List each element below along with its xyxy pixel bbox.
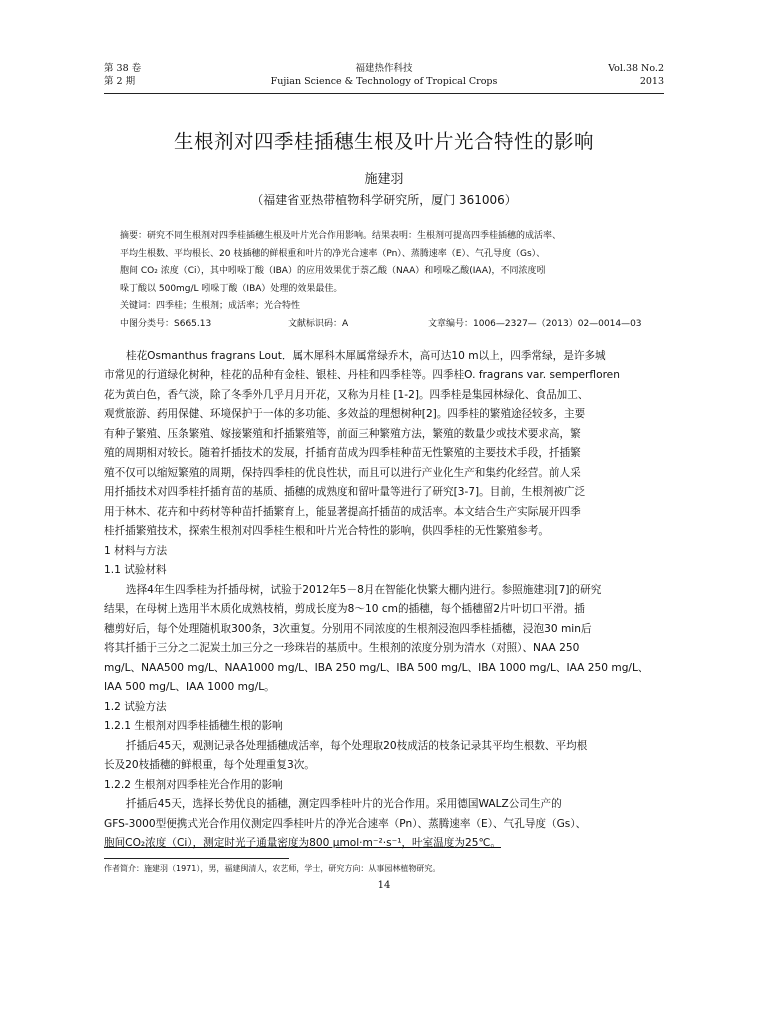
abstract-line: 摘要：研究不同生根剂对四季桂插穗生根及叶片光合作用影响。结果表明：生根剂可提高四季桂插穗的成活率、 [120,231,562,241]
classification-row [120,316,660,333]
abstract-line: 胞间 CO₂ 浓度（Ci），其中吲哚丁酸（IBA）的应用效果优于萘乙酸（NAA）和吲哚乙酸(IAA)，不同浓度吲 [120,266,546,276]
body-line: 殖的周期相对较长。随着扦插技术的发展，扦插育苗成为四季桂种苗无性繁殖的主要技术手段，扦插繁 [104,447,581,459]
journal-page [104,62,664,891]
journal-cn: 福建热作科技 [355,63,413,74]
body-line: 扦插后45天，选择长势优良的插穗，测定四季桂叶片的光合作用。采用德国WALZ公司生产的 [126,798,562,810]
body-line: 结果，在母树上选用半木质化成熟枝梢，剪成长度为8～10 cm的插穗，每个插穗留2片叶切口平滑。插 [104,603,585,615]
body-line: 有种子繁殖、压条繁殖、嫁接繁殖和扦插繁殖等，前面三种繁殖方法，繁殖的数量少或技术要求高，繁 [104,427,581,440]
body-line: 桂花Osmanthus fragrans Lout．属木犀科木犀属常绿乔木，高可达10 m以上，四季常绿，是许多城 [126,349,606,362]
body-line: 花为黄白色，香气淡，除了冬季外几乎月月开花，又称为月桂 [1-2]。四季桂是集园林绿化、食品加工、 [104,388,589,401]
keywords: 关键词：四季桂；生根剂；成活率；光合特性 [120,301,301,311]
journal-en: Fujian Science & Technology of Tropical Crops [270,76,498,87]
body-line: GFS-3000型便携式光合作用仪测定四季桂叶片的净光合速率（Pn）、蒸腾速率（E）、气孔导度（Gs）、 [104,817,587,830]
body-line: 选择4年生四季桂为扦插母树，试验于2012年5－8月在智能化快繁大棚内进行。参照施建羽[7]的研究 [126,583,602,596]
body-line: 殖不仅可以缩短繁殖的周期，保持四季桂的优良性状，而且可以进行产业化生产和集约化经营。前人采 [104,466,581,479]
body-line: IAA 500 mg/L、IAA 1000 mg/L。 [104,681,275,693]
article-number: 文章编号：1006—2327—（2013）02—0014—03 [428,318,642,329]
abstract-line: 平均生根数、平均根长、20 枝插穗的鲜根重和叶片的净光合速率（Pn）、蒸腾速率（E）、气孔导度（Gs）、 [120,248,546,259]
subsection-heading: 1.2.1 生根剂对四季桂插穗生根的影响 [104,720,283,732]
article-body [104,347,664,854]
header-center [104,62,664,88]
body-line: 桂扦插繁殖技术，探索生根剂对四季桂生根和叶片光合特性的影响，供四季桂的无性繁殖参考。 [104,525,549,537]
subsection-heading: 1.2.2 生根剂对四季桂光合作用的影响 [104,778,283,791]
volume-cn: 第 38 卷 [104,63,142,74]
body-line: 用于林木、花卉和中药材等种苗扦插繁育上，能显著提高扦插苗的成活率。本文结合生产实际展开四季 [104,505,581,518]
body-line: 观赏旅游、药用保健、环境保护于一体的多功能、多效益的理想树种[2]。四季桂的繁殖途径较多，主要 [104,408,586,420]
clc-number: 中图分类号：S665.13 [120,318,212,329]
subsection-heading: 1.2 试验方法 [104,700,167,713]
body-line: 长及20枝插穗的鲜根重，每个处理重复3次。 [104,759,315,771]
article-title: 生根剂对四季桂插穗生根及叶片光合特性的影响 [173,130,594,153]
author-footnote: 作者简介：施建羽（1971），男，福建闽清人，农艺师，学士，研究方向：从事园林植物研究。 [104,858,289,874]
subsection-heading: 1.1 试验材料 [104,564,167,576]
body-line: mg/L、NAA500 mg/L、NAA1000 mg/L、IBA 250 mg/L、IBA 500 mg/L、IBA 1000 mg/L、IAA 250 mg/L、 [104,661,649,674]
abstract-block [120,228,660,333]
volume-en: Vol.38 No.2 [608,63,664,74]
body-line: 将其扦插于三分之二泥炭土加三分之一珍珠岩的基质中。生根剂的浓度分别为清水（对照）、NAA 250 [104,642,580,654]
body-line: 扦插后45天，观测记录各处理插穗成活率，每个处理取20枝成活的枝条记录其平均生根数、平均根 [126,739,588,752]
body-line: 市常见的行道绿化树种，桂花的品种有金桂、银桂、丹桂和四季桂等。四季桂O. fragrans var. semperfloren [104,369,620,381]
doc-code: 文献标识码：A [288,318,349,329]
page-number: 14 [377,879,391,891]
body-line: 穗剪好后，每个处理随机取300条，3次重复。分别用不同浓度的生根剂浸泡四季桂插穗，浸泡30 min后 [104,622,592,635]
section-heading: 1 材料与方法 [104,544,168,557]
abstract-line: 哚丁酸以 500mg/L 吲哚丁酸（IBA）处理的效果最佳。 [120,283,343,294]
header-rule [104,93,664,94]
body-line: 胞间CO₂浓度（Ci），测定时光子通量密度为800 μmol·m⁻²·s⁻¹，叶室温度为25℃。 [104,837,501,849]
author-name: 施建羽 [364,172,404,187]
header-right [608,62,664,88]
issue-cn: 第 2 期 [104,76,136,87]
year: 2013 [639,76,664,87]
body-line: 用扦插技术对四季桂扦插育苗的基质、插穗的成熟度和留叶量等进行了研究[3-7]。目前，生根剂被广泛 [104,486,586,498]
running-header [104,62,664,92]
affiliation: （福建省亚热带植物科学研究所，厦门 361006） [251,193,517,207]
